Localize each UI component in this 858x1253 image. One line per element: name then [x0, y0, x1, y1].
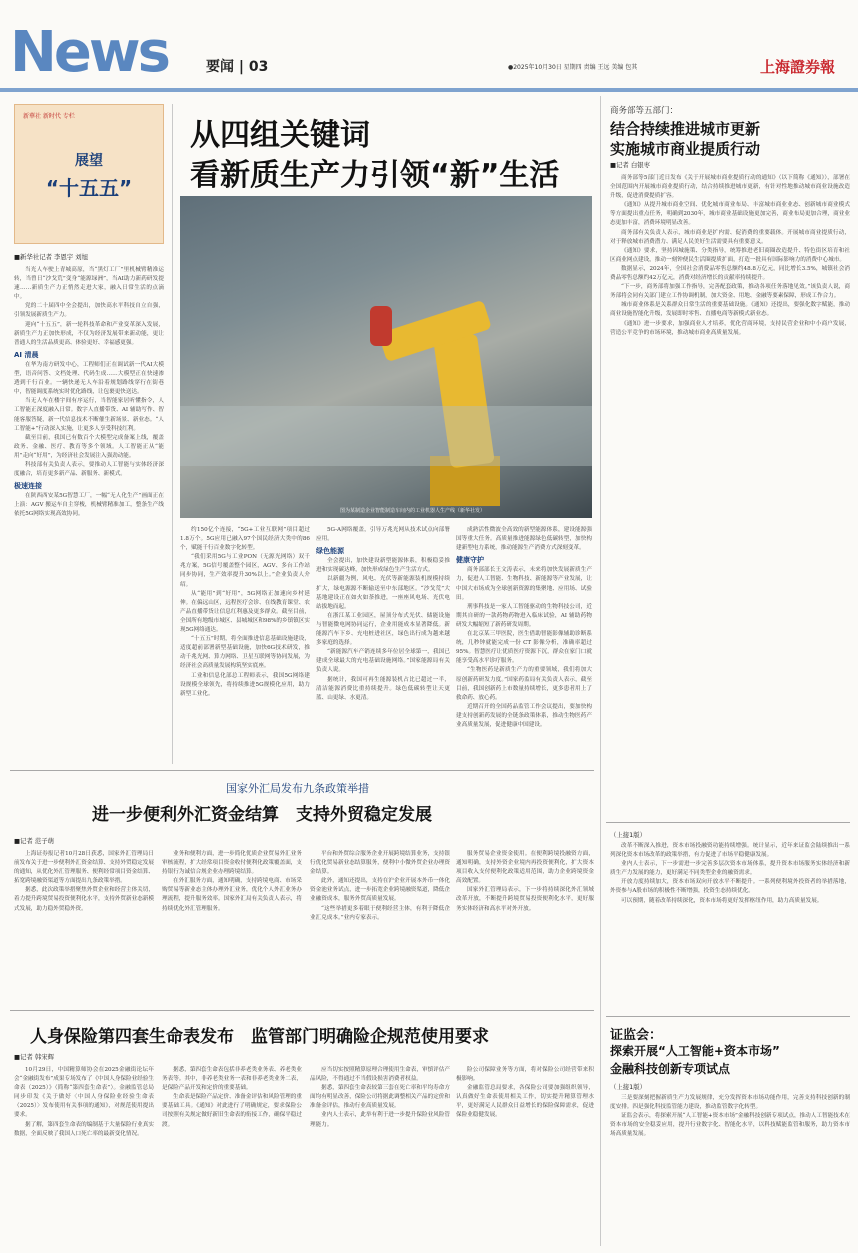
paragraph: 当光人车驶上青城高原，当“黑灯工厂”里机械臂精准运转，当曾日“沙戈荒”变身“能源绿洲”，当AI助力新药研发提速……新质生产力正悄然走进大家，融入日常生活的点滴中。: [14, 267, 164, 301]
paragraph: “生物医药是新质生产力的重要领域，我们将加大原创新药研发力度。”国家药监局有关负责人表示，截至目前，我国创新药上市数量持续增长，更多患者用上了救命药、放心药。: [456, 667, 592, 701]
paragraph: 在华为南方研发中心，工程师们正在调试新一代AI大模型，语音问答、文档处理、代码生成……大模型正在快速渗透到千行百业。一辆快递无人车沿着规划路线穿行在街巷中，智能调度系统实时优化路线，让包裹更快送达。: [14, 361, 164, 396]
news-logo: News: [10, 20, 168, 85]
right-bottom-body: [610, 1094, 850, 1139]
paragraph: 险公司保障业务等方面，将对保险公司经营带来积极影响。: [456, 1067, 594, 1083]
paragraph: 金融监管总局要求，各保险公司要加强组织领导，认真做好生命表使用相关工作，切实提升精算管理水平，更好满足人民群众日益增长的保险保障需求，促进保险业稳健发展。: [456, 1085, 594, 1119]
paragraph: 在浙江某工业园区，屋顶分布式光伏、储能设施与智能微电网协同运行，企业用能成本显著降低。新能源汽车下乡、充电桩进社区，绿色出行成为越来越多家庭的选择。: [316, 612, 450, 647]
section-rule: [606, 1016, 850, 1017]
lead-col-3: [316, 526, 450, 703]
paragraph: 《通知》从提升城市商业空间、优化城市商业布局、丰富城市商业业态、创新城市商业模式等方面提出重点任务，明确到2030年，城市商业基础设施更加完善，商业布局更加合理，商业业态更加丰富，消费环境明显改善。: [610, 202, 850, 227]
paragraph: 业内人士表示，此举有利于进一步提升保险业风险管理能力。: [310, 1112, 450, 1128]
paragraph: 科技部有关负责人表示，要推动人工智能与实体经济深度融合，培育更多新产品、新服务、新模式。: [14, 461, 164, 478]
middle-kicker: 国家外汇局发布九条政策举措: [226, 782, 369, 795]
paragraph: “我们采用5G与工业PON（无源光网络）双千兆方案，5G信号覆盖整个园区，AGV、多台工作站同步协同，生产效率提升30%以上。”企业负责人介绍。: [180, 554, 310, 588]
series-logo-main: “十五五”: [45, 176, 133, 200]
paragraph: “这些举措更多着眼于便利经营主体，有利于降低企业汇兑成本。”业内专家表示。: [310, 905, 450, 921]
paragraph: 商务部有关负责人表示，城市商业是扩内需、促消费的重要载体。开展城市商业提质行动，对于释放城市消费潜力、满足人民美好生活需要具有重要意义。: [610, 229, 850, 245]
bottom-headline: 人身保险第四套生命表发布 监管部门明确险企规范使用要求: [30, 1027, 489, 1047]
bottom-col-1: [14, 1066, 154, 1139]
paragraph: 刑事科技是一家人工智能驱动的生物科技公司，近期其自研的一款药物药物进入临床试验，AI 辅助药物研发大幅缩短了新药研发周期。: [456, 603, 592, 628]
middle-col-2: [162, 850, 302, 914]
paragraph: 以新疆为例，风电、光伏等新能源装机规模持续扩大，绿电源源不断输送至中东部地区。“沙戈荒”大基地建设正在如火如荼推进，一座座风电场、光伏电站拔地而起。: [316, 576, 450, 610]
paragraph: “下一步，商务部将加强工作指导，完善配套政策，推动各项任务落地见效。”该负责人说，商务部将会同有关部门建立工作协调机制，加大资金、用地、金融等要素保障，形成工作合力。: [610, 284, 850, 300]
lead-byline: ■新华社记者 李恩宇 刘旭: [14, 253, 89, 261]
photo-caption: 图为某制造企业智能制造车间内的工业机器人生产线（新华社发）: [340, 508, 486, 514]
paragraph: 迎向“十五五”，新一轮科技革命和产业变革深入发展，新质生产力正加快形成，不仅为经济发展带来新动能，更让普通人的生活品质更高、体验更好、幸福感更强。: [14, 321, 164, 346]
paragraph: 5G-A网络覆盖，引导万兆光网从技术试点向部署应用。: [316, 527, 450, 543]
paragraph: 截至目前，我国已有数百个大模型完成备案上线，覆盖政务、金融、医疗、教育等多个领域。人工智能正从“能用”走向“好用”，为经济社会发展注入强劲动能。: [14, 434, 164, 459]
right-bottom-byline: （上接1版）: [610, 1083, 647, 1091]
paragraph: 据统计，我国可再生能源装机占比已超过一半，清洁能源消费比重持续提升。绿色低碳转型让天更蓝、山更绿、水更清。: [316, 676, 450, 701]
paragraph: 工业和信息化部总工程师表示，我国5G网络建设规模全球领先，将持续推进5G规模化应用，助力新型工业化。: [180, 672, 310, 697]
masthead-rule: [0, 88, 858, 92]
column-rule: [600, 96, 601, 1246]
right-top-headline-2: 实施城市商业提质行动: [610, 140, 761, 158]
paragraph: 国家外汇管理局表示，下一步将持续深化外汇领域改革开放，不断提升跨境贸易投资便利化水平，更好服务实体经济和高水平对外开放。: [456, 887, 594, 912]
paragraph: 改革不断深入推进，资本市场投融资功能持续增强。统计显示，近年来证监会陆续推出一系列深化资本市场改革的政策举措，有力促进了市场平稳健康发展。: [610, 843, 850, 859]
lead-headline-1: 从四组关键词: [190, 118, 370, 153]
paragraph: 此外，通知还提出，支持在沪企业开展本外币一体化资金池业务试点，进一步拓宽企业跨境融资渠道，降低企业融资成本，服务外贸高质量发展。: [310, 878, 450, 903]
right-mid-byline: （上接1版）: [610, 831, 647, 839]
paragraph: 可以预期，随着改革持续深化，资本市场将更好发挥枢纽作用，助力高质量发展。: [621, 897, 823, 904]
series-logo: [14, 104, 164, 244]
lead-headline-2: 看新质生产力引领“新”生活: [190, 158, 560, 193]
paper-logo: 上海證券報: [760, 58, 836, 76]
right-top-headline-1: 结合持续推进城市更新: [610, 120, 761, 138]
paragraph: 党的二十届四中全会提出，加快高水平科技自立自强，引领发展新质生产力。: [14, 303, 164, 319]
subhead: 绿色能源: [316, 547, 344, 556]
middle-col-3: [310, 850, 450, 923]
lead-col-4: [456, 526, 592, 730]
right-bottom-kicker: 证监会：: [610, 1028, 663, 1043]
paragraph: 业务和便利方面，进一步简化优质企业贸易外汇业务审核流程，扩大经常项目资金收付便利化政策覆盖面，支持银行为诚信合规企业办理跨境结算。: [162, 851, 302, 876]
paragraph: 在北京某三甲医院，医生借助智能影像辅助诊断系统，几秒钟就能完成一份 CT 影像分析，准确率超过95%。智慧医疗让优质医疗资源下沉，群众在家门口就能享受高水平诊疗服务。: [456, 631, 592, 665]
lead-photo: [180, 196, 592, 518]
paragraph: 商务部等5部门近日发布《关于开展城市商业提质行动的通知》（以下简称《通知》），部署在全国范围内开展城市商业提质行动，结合持续推进城市更新，有针对性地推动城市商业设施改造升级，促进消费提质扩容。: [610, 175, 850, 200]
middle-headline: 进一步便利外汇资金结算 支持外贸稳定发展: [92, 805, 432, 825]
paragraph: 《通知》要求，坚持因城施策、分类指导，统筹推进老旧商圈改造提升、特色街区培育和社区商业网点建设，推动一刻钟便民生活圈提质扩面，打造一批具有国际影响力的消费中心城市。: [610, 247, 850, 263]
paragraph: “十五五”时期，将全面推进信息基础设施建设，适度超前部署新型基础设施，加快6G技术研发，推动千兆光网、算力网络、卫星互联网等协同发展，为经济社会高质量发展构筑坚实底座。: [180, 636, 310, 670]
paragraph: 在陕西西安某5G智慧工厂，一幅“无人化生产”画面正在上演：AGV 搬运车自主穿梭，机械臂精准加工，整条生产线依托5G网络实现高效协同。: [14, 493, 164, 518]
right-top-kicker: 商务部等五部门：: [610, 106, 679, 116]
lead-col-2: [180, 526, 310, 699]
paragraph: 应当切实按照精算原理合理使用生命表，审慎评估产品风险，不得通过不当假设损害消费者权益。: [310, 1067, 450, 1083]
paragraph: 三是要深刻把握新质生产力发展规律，充分发挥资本市场功能作用，完善支持科技创新的制度安排。四是强化科技监管能力建设，推动监管数字化转型。: [610, 1095, 850, 1111]
middle-byline: ■记者 范子萌: [14, 837, 55, 845]
bottom-col-4: [456, 1066, 594, 1121]
paragraph: 开放力度持续加大，资本市场双向开放水平不断提升。一系列便利境外投资者的举措落地，外资参与A股市场的积极性不断增强，投资生态持续优化。: [610, 879, 850, 895]
paragraph: 据了解，第四套生命表的编制基于大量保险行业真实数据，全面反映了我国人口死亡率的最新变化情况。: [14, 1121, 154, 1137]
paragraph: 10月29日，中国精算师协会在2025金融街论坛年会“金融街发布”成果专场发布了《中国人身保险业经验生命表（2025）》（简称“第四套生命表”）。金融监管总局同步印发《关于做好〈中国人身保险业经验生命表（2025）〉发布使用有关事项的通知》，对规范使用提出要求。: [14, 1067, 154, 1119]
section-rule: [10, 1010, 594, 1011]
series-logo-mid: 展望: [75, 153, 103, 169]
subhead: 健康守护: [456, 556, 484, 565]
subhead: AI 清晨: [14, 350, 39, 359]
middle-col-1: [14, 850, 154, 914]
paragraph: “新能源汽车产销连续多年位居全球第一，我国已建成全球最大的充电基础设施网络。”国家能源局有关负责人说。: [316, 649, 450, 674]
right-bottom-headline-2: 金融科技创新专项试点: [610, 1062, 731, 1076]
paragraph: 据悉，第四套生命表包括非养老类业务表、养老类业务表等。其中，非养老类业务一表和非养老类业务二表，是保险产品开发和定价的重要基础。: [162, 1067, 302, 1092]
paragraph: 业内人士表示，下一步需进一步完善多层次资本市场体系，提升资本市场服务实体经济和新质生产力发展的能力，更好满足不同类型企业的融资需求。: [610, 861, 850, 877]
middle-col-4: [456, 850, 594, 914]
paragraph: 成熟活性微波全高效的新型能源体系，建设能源强国等重大任务。高质量推进能源绿色低碳转型，加快构建新型电力系统，推动能源生产消费方式深刻变革。: [456, 527, 592, 552]
right-top-body: [610, 174, 850, 338]
paragraph: 数据显示，2024年，全国社会消费品零售总额约48.8万亿元，同比增长3.5%，城镇社会消费品零售总额约42万亿元，消费对经济增长的贡献率持续提升。: [610, 265, 850, 282]
paragraph: 约150亿个连接，“5G+工业互联网”项目超过1.8万个。5G应用已融入97个国民经济大类中的86个，赋能千行百业数字化转型。: [180, 527, 310, 552]
section-rule: [606, 822, 850, 823]
paragraph: 据悉，第四套生命表较第三套在死亡率和平均寿命方面均有明显改善，保险公司将据此调整相关产品的定价和准备金评估，推动行业高质量发展。: [310, 1085, 450, 1110]
paragraph: 服务贸易企业资金使用。在便利跨境投融资方面，通知明确，支持外资企业境内再投资便利化，扩大资本项目收入支付便利化政策适用范围，助力企业跨境资金高效配置。: [456, 851, 594, 885]
paragraph: 据悉，此次政策举措聚焦外贸企业和经营主体关切，着力提升跨境贸易投资便利化水平，支持外贸新业态新模式发展，助力稳外贸稳外资。: [14, 887, 154, 912]
column-rule: [172, 104, 173, 764]
paragraph: 上海证券报记者10月28日获悉，国家外汇管理局日前发布关于进一步便利外汇资金结算、支持外贸稳定发展的通知，从优化外汇管理服务、便利经常项目资金结算、拓宽跨境融资渠道等方面提出九条政策举措。: [14, 851, 154, 885]
paragraph: 从“能用”到“好用”，5G网络正加速向乡村延伸。在偏远山区，远程医疗会诊、在线教育课堂、农产品直播带货让信息红利惠及更多群众。截至目前，全国所有地级市城区、县城城区和98%的乡镇镇区实现5G网络通达。: [180, 590, 310, 634]
paragraph: 证监会表示，将探索开展“人工智能+资本市场”金融科技创新专项试点，推动人工智能技术在资本市场的安全稳妥应用，提升行业数字化、智能化水平，以科技赋能监管和服务，助力资本市场高质量发展。: [610, 1113, 850, 1138]
lead-col-1: [14, 266, 164, 520]
subhead: 极速连接: [14, 482, 42, 491]
right-bottom-headline-1: 探索开展“人工智能+资本市场”: [610, 1044, 780, 1058]
paragraph: 当无人车在楼宇间有序运行，当智能家居听懂指令，人工智能正深度融入日常。数字人直播带货、AI 辅助写作、智能客服答疑，新一代信息技术不断催生新场景、新业态。“人工智能+”行动深入实施，让更多人享受科技红利。: [14, 398, 164, 432]
paragraph: 全会提出，加快建设新型能源体系，积极稳妥推进和实现碳达峰，加快形成绿色生产生活方式。: [316, 558, 450, 574]
conveyor: [180, 406, 592, 466]
series-logo-top: 新華社 新时代 专栏: [23, 113, 75, 120]
paragraph: 平台和外贸综合服务企业开展跨境结算业务，支持银行优化贸易新业态结算服务，便利中小微外贸企业办理资金结算。: [310, 851, 450, 876]
paragraph: 城市商业体系是关系群众日常生活的重要基础设施。《通知》还提出，要强化数字赋能，推动商业设施智能化升级，发展即时零售、直播电商等新模式新业态。: [610, 302, 850, 318]
paragraph: 《通知》进一步要求，加强商业人才培养，优化营商环境，支持民营企业和中小商户发展，营造公平竞争的市场环境，推动城市商业高质量发展。: [610, 320, 850, 336]
paragraph: 生命表是保险产品定价、准备金评估和风险管理的重要基础工具。《通知》对此进行了明确规定，要求保险公司按照有关规定做好新旧生命表的衔接工作，确保平稳过渡。: [162, 1094, 302, 1128]
right-top-byline: ■记者 白银枣: [610, 161, 651, 169]
section-title: 要闻 | 03: [206, 59, 269, 75]
right-mid-body: [610, 842, 850, 906]
dateline: ●2025年10月30日 星期四 责编 王远 美编 包其: [508, 64, 638, 71]
paragraph: 近期召开的全国药品监管工作会议提出，要加快构建支持创新药发展的全链条政策体系，推动生物医药产业高质量发展，促进健康中国建设。: [456, 703, 592, 728]
robot-arm: [370, 306, 392, 346]
bottom-byline: ■记者 韩宋辉: [14, 1053, 55, 1061]
bottom-col-3: [310, 1066, 450, 1130]
bottom-col-2: [162, 1066, 302, 1130]
paragraph: 在外汇服务方面，通知明确，支持跨境电商、市场采购贸易等新业态主体办理外汇业务，优化个人外汇业务办理流程，提升服务效率。国家外汇局有关负责人表示，将持续优化外汇管理服务。: [162, 878, 302, 912]
section-rule: [10, 770, 594, 771]
paragraph: 商务部部长王文涛表示，未来将加快发展新质生产力，促进人工智能、生物科技、新能源等产业发展，让中国大市场成为全球创新资源的集聚地、应用场、试验田。: [456, 567, 592, 601]
